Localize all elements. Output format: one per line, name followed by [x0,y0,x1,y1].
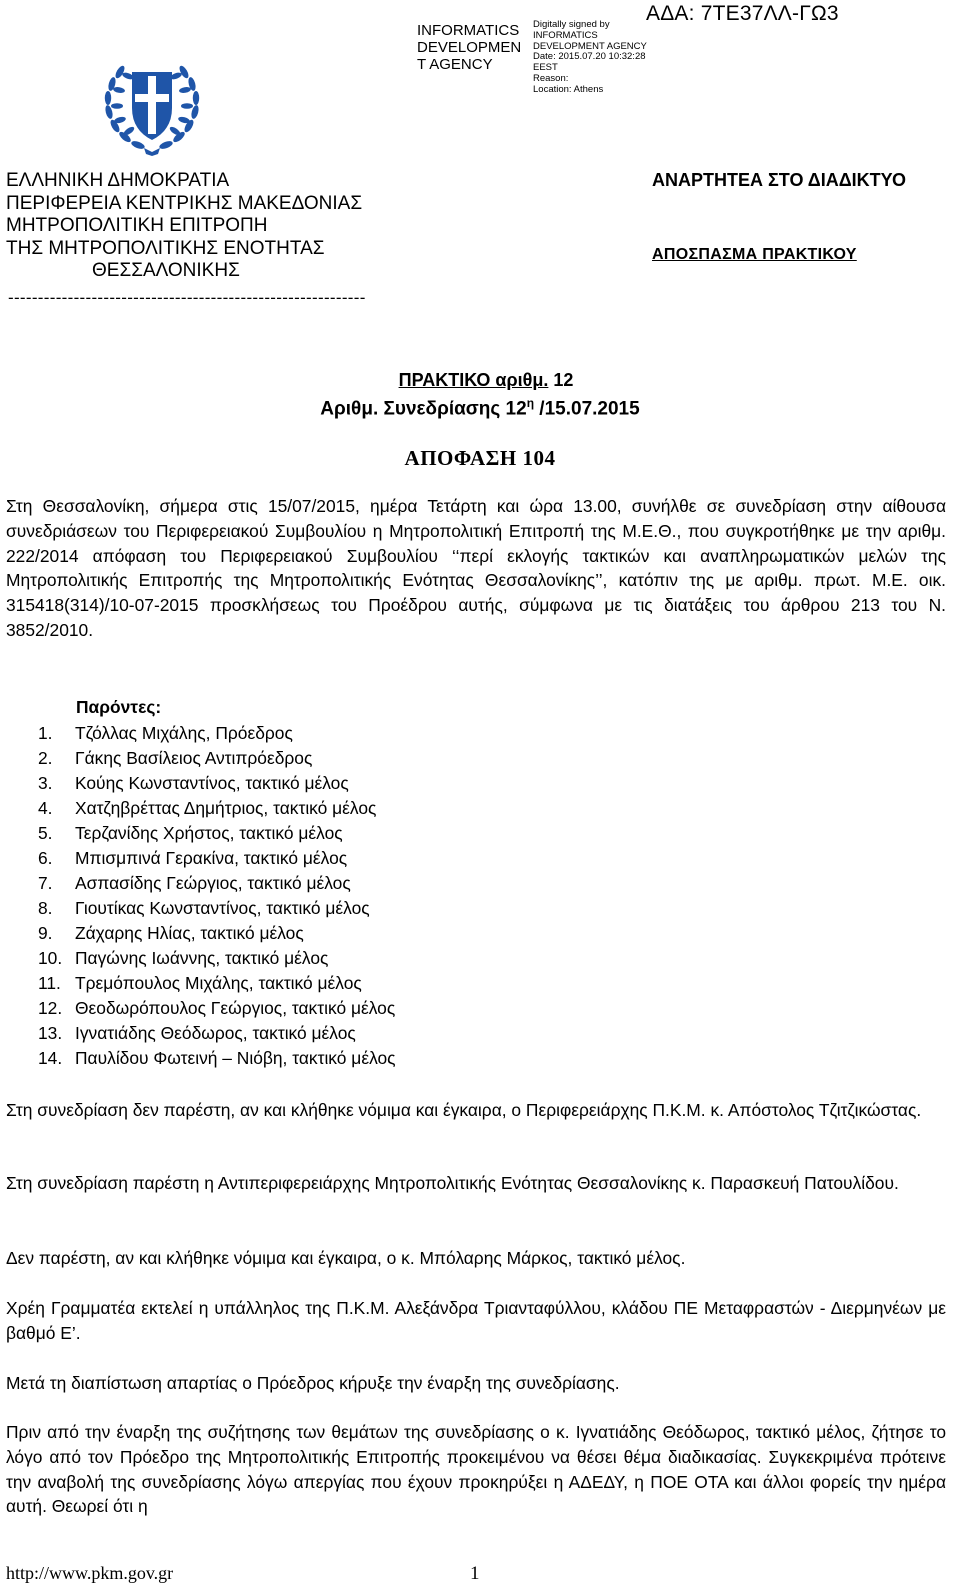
list-item [38,921,396,946]
list-item [38,746,396,771]
list-item [38,1046,396,1071]
list-item [38,896,396,921]
list-item [38,796,396,821]
issuer-line: ΕΛΛΗΝΙΚΗ ΔΗΜΟΚΡΑΤΙΑ [6,170,230,191]
item-number: 10. [38,948,63,968]
item-number: 7. [38,873,53,893]
item-number: 4. [38,798,53,818]
signature-line: Reason: [533,72,569,84]
posting-notice: ΑΝΑΡΤΗΤΕΑ ΣΤΟ ΔΙΑΔΙΚΤΥΟ [652,170,906,190]
signature-line: DEVELOPMENT AGENCY [533,40,647,52]
footer-url: http://www.pkm.gov.gr [6,1563,174,1583]
member-name: Γιουτίκας Κωνσταντίνος, τακτικό μέλος [75,898,370,918]
intro-paragraph: Στη Θεσσαλονίκη, σήμερα στις 15/07/2015, ημέρα Τετάρτη και ώρα 13.00, συνήλθε σε συνεδρίαση στην αίθουσα συνεδριάσεων του Περιφερειακού Συμβουλίου η Μητροπολιτική Επιτροπή της Μ.Ε.Θ., που συγκροτήθηκε με την αριθμ. 222/2014 απόφαση του Περιφερειακού Συμβουλίου ‘‘περί εκλογής τακτικών και αναπληρωματικών μελών της Μητροπολιτικής Επιτροπής της Μητροπολιτικής Ενότητας Θεσσαλονίκης’’, κατόπιν της με αριθμ. πρωτ. Μ.Ε. οικ. 315418(314)/10-07-2015 προσκλήσεως του Προέδρου αυτής, σύμφωνα με τις διατάξεις του άρθρου 213 του Ν. 3852/2010. [6,496,946,640]
page-number: 1 [470,1563,480,1584]
member-name: Θεοδωρόπουλος Γεώργιος, τακτικό μέλος [75,998,396,1018]
item-number: 1. [38,723,53,743]
list-item [38,871,396,896]
signer-line: INFORMATICS [417,22,520,39]
item-number: 11. [38,973,61,993]
item-number: 2. [38,748,53,768]
absent-paragraph: Στη συνεδρίαση δεν παρέστη, αν και κλήθηκε νόμιμα και έγκαιρα, ο Περιφερειάρχης Π.Κ.Μ. κ. Απόστολος Τζιτζικώστας. [6,1100,922,1120]
decision-title: ΑΠΟΦΑΣΗ 104 [404,446,556,470]
secretary-paragraph: Χρέη Γραμματέα εκτελεί η υπάλληλος της Π.Κ.Μ. Αλεξάνδρα Τριανταφύλλου, κλάδου ΠΕ Μεταφραστών - Διερμηνέων με βαθμό Ε’. [6,1298,946,1343]
member-name: Γάκης Βασίλειος Αντιπρόεδρος [75,748,313,768]
item-number: 12. [38,998,63,1018]
minutes-label: ΠΡΑΚΤΙΚΟ αριθμ. [398,370,549,390]
session-date: /15.07.2015 [534,398,640,420]
session-ordinal: η [526,396,535,410]
list-item [38,821,396,846]
issuer-line: ΤΗΣ ΜΗΤΡΟΠΟΛΙΤΙΚΗΣ ΕΝΟΤΗΤΑΣ [6,237,325,259]
item-number: 8. [38,898,53,918]
member-name: Τρεμόπουλος Μιχάλης, τακτικό μέλος [75,973,362,993]
quorum-paragraph: Μετά τη διαπίστωση απαρτίας ο Πρόεδρος κήρυξε την έναρξη της συνεδρίασης. [6,1373,620,1393]
member-name: Τζόλλας Μιχάλης, Πρόεδρος [75,723,293,743]
member-name: Τερζανίδης Χρήστος, τακτικό μέλος [75,823,343,843]
issuer-line: ΜΗΤΡΟΠΟΛΙΤΙΚΗ ΕΠΙΤΡΟΠΗ [6,215,268,236]
signature-line: EEST [533,62,558,74]
signer-line: DEVELOPMEN [417,39,522,56]
list-item [38,1021,396,1046]
member-name: Παγώνης Ιωάννης, τακτικό μέλος [75,948,329,968]
signature-line: Digitally signed by [533,19,610,30]
signature-line: Location: Athens [533,83,604,95]
list-item [38,996,396,1021]
item-number: 6. [38,848,53,868]
issuer-line: ΠΕΡΙΦΕΡΕΙΑ ΚΕΝΤΡΙΚΗΣ ΜΑΚΕΔΟΝΙΑΣ [6,192,363,214]
minutes-value: 12 [553,370,574,390]
member-name: Μπισμπινά Γερακίνα, τακτικό μέλος [75,848,348,868]
issuer-header [6,170,362,283]
item-number: 3. [38,773,53,793]
member-name: Κούης Κωνσταντίνος, τακτικό μέλος [75,773,349,793]
minutes-number [0,370,960,391]
member-name: Χατζηβρέττας Δημήτριος, τακτικό μέλος [75,798,377,818]
absent-member-paragraph: Δεν παρέστη, αν και κλήθηκε νόμιμα και έγκαιρα, ο κ. Μπόλαρης Μάρκος, τακτικό μέλος. [6,1248,686,1268]
signer-line: T AGENCY [417,56,493,73]
item-number: 13. [38,1023,63,1043]
session-number [0,396,960,420]
separator-line: ------------------------------------------------------------ [8,288,366,307]
member-name: Ιγνατιάδης Θεόδωρος, τακτικό μέλος [75,1023,356,1043]
issuer-line: ΘΕΣΣΑΛΟΝΙΚΗΣ [92,260,240,281]
list-item [38,971,396,996]
signature-details [533,20,647,96]
ada-code: ΑΔΑ: 7ΤΕ37ΛΛ-ΓΩ3 [646,2,839,25]
procedure-paragraph: Πριν από την έναρξη της συζήτησης των θεμάτων της συνεδρίασης ο κ. Ιγνατιάδης Θεόδωρος, τακτικό μέλος, ζήτησε το λόγο από τον Πρόεδρο της Μητροπολιτικής Επιτροπής προκειμένου να θέσει θέμα διαδικασίας. Συγκεκριμένα πρότεινε την αναβολή της συνεδρίασης λόγω απεργίας που έχουν προκηρύξει η ΑΔΕΔΥ, η ΠΟΕ ΟΤΑ και άλλοι φορείς την ημέρα αυτή. Θεωρεί ότι η [6,1422,946,1517]
greek-emblem-icon [98,50,206,158]
item-number: 9. [38,923,53,943]
list-item [38,846,396,871]
member-name: Ασπασίδης Γεώργιος, τακτικό μέλος [75,873,351,893]
item-number: 5. [38,823,53,843]
present-members-list [38,721,396,1071]
session-prefix: Αριθμ. Συνεδρίασης 12 [320,398,527,420]
list-item [38,771,396,796]
excerpt-title: ΑΠΟΣΠΑΣΜΑ ΠΡΑΚΤΙΚΟΥ [652,246,857,263]
item-number: 14. [38,1048,63,1068]
signature-line: Date: 2015.07.20 10:32:28 [533,51,646,63]
list-item [38,946,396,971]
list-item [38,721,396,746]
signer-name [417,22,521,73]
attendance-paragraph: Στη συνεδρίαση παρέστη η Αντιπεριφερειάρχης Μητροπολιτικής Ενότητας Θεσσαλονίκης κ. Παρασκευή Πατουλίδου. [6,1173,899,1193]
member-name: Παυλίδου Φωτεινή – Νιόβη, τακτικό μέλος [75,1048,396,1068]
signature-line: INFORMATICS [533,29,598,41]
member-name: Ζάχαρης Ηλίας, τακτικό μέλος [75,923,304,943]
present-title: Παρόντες: [76,697,162,717]
